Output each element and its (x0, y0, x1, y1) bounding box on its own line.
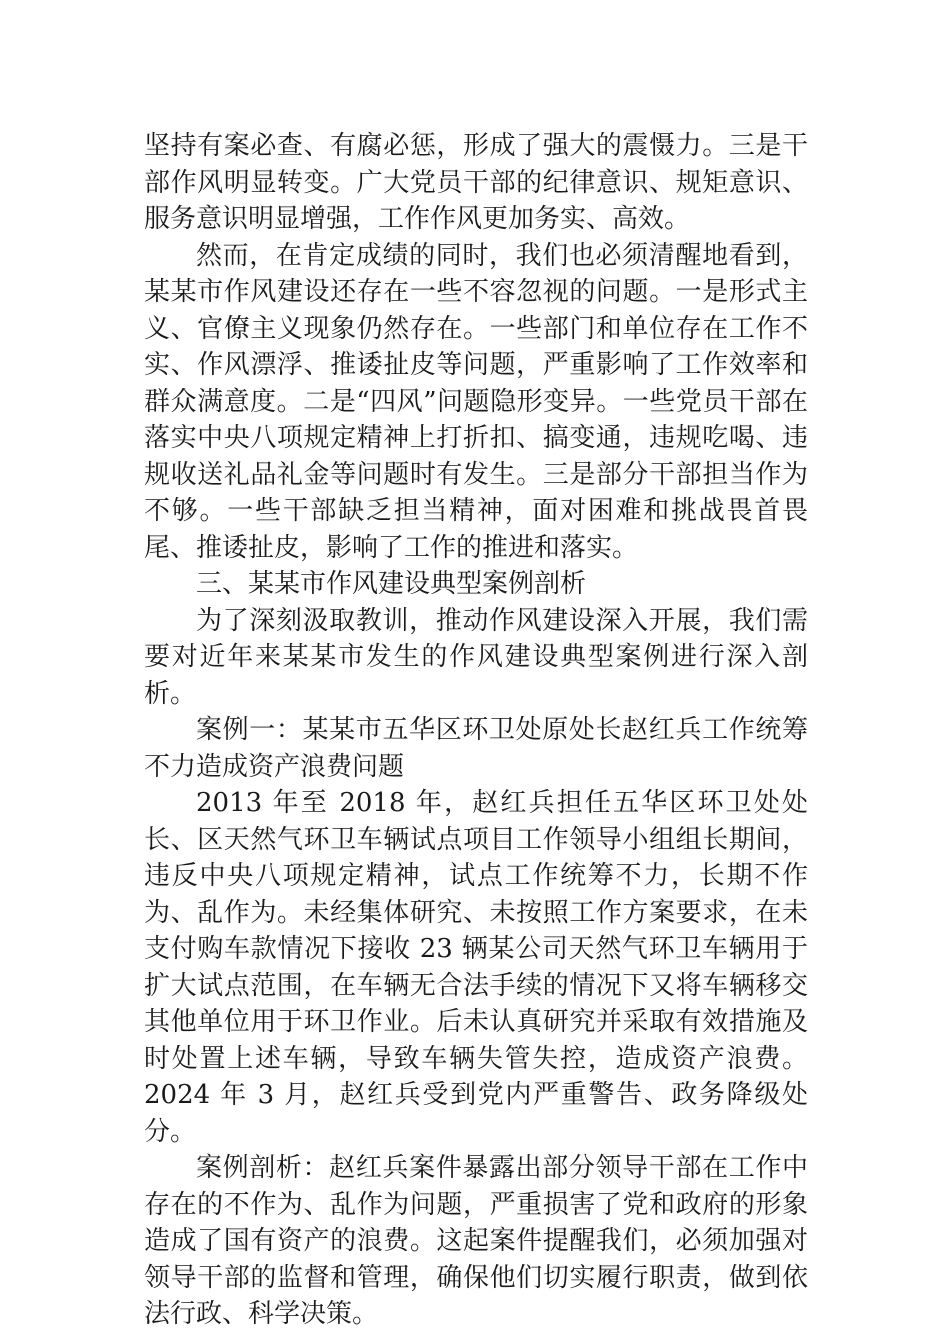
paragraph-problems: 然而，在肯定成绩的同时，我们也必须清醒地看到，某某市作风建设还存在一些不容忽视的问题。一是形式主义、官僚主义现象仍然存在。一些部门和单位存在工作不实、作风漂浮、推诿扯皮等问题，严重影响了工作效率和群众满意度。二是“四风”问题隐形变异。一些党员干部在落实中央八项规定精神上打折扣、搞变通，违规吃喝、违规收送礼品礼金等问题时有发生。三是部分干部担当作为不够。一些干部缺乏担当精神，面对困难和挑战畏首畏尾、推诿扯皮，影响了工作的推进和落实。 (144, 240, 808, 563)
paragraph-case-details: 2013 年至 2018 年，赵红兵担任五华区环卫处处长、区天然气环卫车辆试点项目工作领导小组组长期间，违反中央八项规定精神，试点工作统筹不力，长期不作为、乱作为。未经集体研究、未按照工作方案要求，在未支付购车款情况下接收 23 辆某公司天然气环卫车辆用于扩大试点范围，在车辆无合法手续的情况下又将车辆移交其他单位用于环卫作业。后未认真研究并采取有效措施及时处置上述车辆，导致车辆失管失控，造成资产浪费。2024 年 3 月，赵红兵受到党内严重警告、政务降级处分。 (144, 788, 808, 1147)
case-title: 案例一：某某市五华区环卫处原处长赵红兵工作统筹不力造成资产浪费问题 (144, 715, 808, 782)
paragraph-case-analysis: 案例剖析：赵红兵案件暴露出部分领导干部在工作中存在的不作为、乱作为问题，严重损害了党和政府的形象造成了国有资产的浪费。这起案件提醒我们，必须加强对领导干部的监督和管理，确保他们切实履行职责，做到依法行政、科学决策。 (144, 1153, 808, 1329)
document-body (144, 128, 808, 1333)
paragraph-continuation: 坚持有案必查、有腐必惩，形成了强大的震慑力。三是干部作风明显转变。广大党员干部的纪律意识、规矩意识、服务意识明显增强，工作作风更加务实、高效。 (144, 131, 808, 234)
section-heading: 三、某某市作风建设典型案例剖析 (196, 569, 587, 599)
paragraph-intro: 为了深刻汲取教训，推动作风建设深入开展，我们需要对近年来某某市发生的作风建设典型案例进行深入剖析。 (144, 605, 808, 709)
